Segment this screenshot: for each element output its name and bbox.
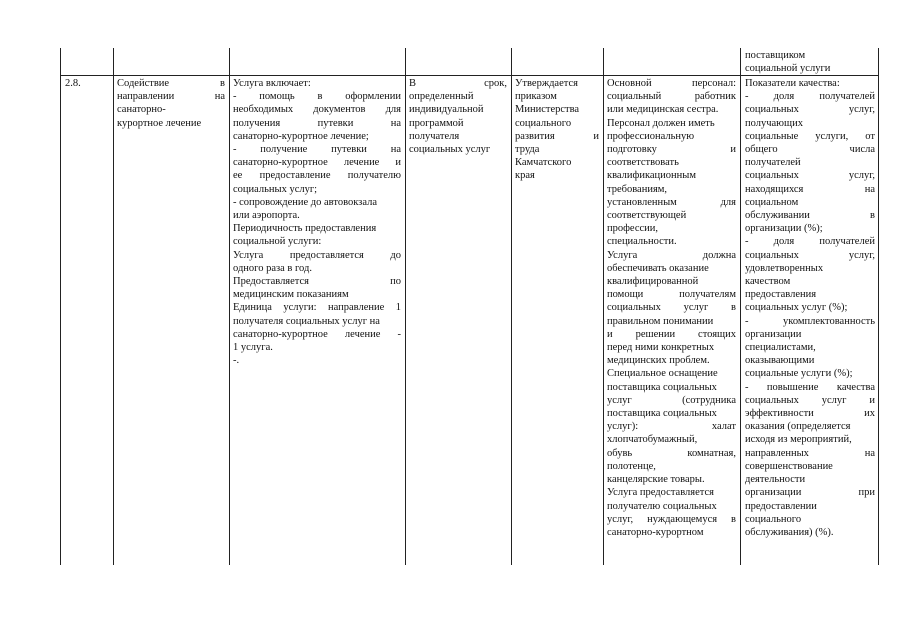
name-line: курортное лечение: [117, 117, 202, 129]
quality-line: социальные услуги, от: [745, 130, 875, 142]
desc-line: санаторно-курортное лечение и: [233, 157, 401, 169]
cond-line: полотенце,: [607, 460, 656, 472]
name-line: направлении на: [117, 91, 225, 103]
desc-line: ее предоставление получателю: [233, 170, 401, 182]
quality-line: деятельности: [745, 474, 806, 486]
tariff-line: развития и: [515, 130, 599, 142]
quality-line: организации (%);: [745, 223, 823, 235]
cond-line: поставщика социальных: [607, 408, 717, 420]
cond-line: санаторно-курортном: [607, 526, 704, 538]
quality-line: - доля получателей: [745, 236, 875, 248]
term-line: В срок,: [409, 78, 507, 89]
cond-line: медицинских проблем.: [607, 355, 710, 367]
desc-line: получателя социальных услуг на: [233, 315, 380, 327]
quality-line: социальном: [745, 196, 799, 208]
table-border-right: [878, 48, 879, 565]
quality-line: находящихся на: [745, 183, 875, 195]
tariff-line: Утверждается: [515, 78, 578, 89]
quality-line: предоставления: [745, 289, 817, 301]
col-divider-3: [405, 48, 406, 565]
table-border-left: [60, 48, 61, 565]
quality-line: исходя из мероприятий,: [745, 434, 852, 446]
quality-line: удовлетворенных: [745, 262, 824, 274]
cond-line: Персонал должен иметь: [607, 117, 715, 129]
desc-line: получения путевки на: [233, 117, 401, 129]
cond-line: подготовку и: [607, 144, 736, 156]
desc-line: - помощь в оформлении: [233, 91, 401, 103]
quality-line: социальных услуг,: [745, 104, 875, 116]
tariff-cell: [515, 77, 599, 183]
cond-line: профессиональную: [607, 130, 695, 142]
col-divider-6: [740, 48, 741, 565]
term-line: определенный: [409, 91, 474, 103]
cond-line: помощи получателям: [607, 289, 736, 301]
cond-line: Услуга предоставляется: [607, 487, 714, 499]
quality-line: социального: [745, 513, 802, 525]
cond-line: Услуга должна: [607, 249, 736, 261]
desc-line: Единица услуги: направление 1: [233, 302, 401, 314]
cond-line: Основной персонал:: [607, 78, 736, 89]
quality-line: эффективности их: [745, 408, 875, 420]
desc-line: - сопровождение до автовокзала: [233, 196, 377, 208]
desc-line: 1 услуга.: [233, 342, 273, 354]
service-description-cell: [233, 77, 401, 367]
quality-line: обслуживания) (%).: [745, 526, 834, 538]
cond-line: Специальное оснащение: [607, 368, 718, 380]
quality-line: общего числа: [745, 144, 875, 156]
tariff-line: приказом: [515, 91, 557, 103]
quality-line: качеством: [745, 276, 791, 288]
col-divider-5: [603, 48, 604, 565]
quality-line: - повышение качества: [745, 381, 875, 393]
desc-line: Предоставляется по: [233, 276, 401, 288]
cond-line: правильном понимании: [607, 315, 714, 327]
row-number: [65, 77, 110, 90]
quality-line: социальной услуги: [745, 63, 831, 75]
desc-line: Услуга включает:: [233, 78, 311, 89]
cond-line: или медицинская сестра.: [607, 104, 719, 116]
quality-line: социальных услуг,: [745, 170, 875, 182]
desc-line: медицинским показаниям: [233, 289, 349, 301]
cond-line: услуг (сотрудника: [607, 394, 736, 406]
desc-line: санаторно-курортное лечение -: [233, 328, 401, 340]
term-line: индивидуальной: [409, 104, 484, 116]
quality-line: социальных услуг и: [745, 394, 875, 406]
quality-line: социальных услуг,: [745, 249, 875, 261]
quality-line: получателей: [745, 157, 801, 169]
cond-line: получателю социальных: [607, 500, 717, 512]
cond-line: хлопчатобумажный,: [607, 434, 698, 446]
term-line: программой: [409, 117, 464, 129]
quality-line: организации: [745, 328, 802, 340]
cond-line: требованиям,: [607, 183, 668, 195]
service-name-cell: [117, 77, 225, 130]
cond-line: соответствовать: [607, 157, 679, 169]
cond-line: услуг): халат: [607, 421, 736, 433]
quality-line: социальные услуги (%);: [745, 368, 853, 380]
cond-line: социальный работник: [607, 91, 736, 103]
desc-line: социальных услуг;: [233, 183, 318, 195]
name-line: Содействие в: [117, 78, 225, 89]
quality-line: получающих: [745, 117, 803, 129]
desc-line: необходимых документов для: [233, 104, 401, 116]
quality-line: предоставлении: [745, 500, 817, 512]
quality-line: социальных услуг (%);: [745, 302, 848, 314]
tariff-line: социального: [515, 117, 572, 129]
desc-line: одного раза в год.: [233, 262, 312, 274]
term-cell: [409, 77, 507, 156]
cond-line: обувь комнатная,: [607, 447, 736, 459]
cond-line: квалификационным: [607, 170, 696, 182]
desc-line: санаторно-курортное лечение;: [233, 130, 369, 142]
quality-line: оказания (определяется: [745, 421, 851, 433]
tariff-line: труда: [515, 144, 540, 156]
conditions-cell: [607, 77, 736, 539]
quality-line: - доля получателей: [745, 91, 875, 103]
name-line: санаторно-: [117, 104, 166, 116]
cond-line: обеспечивать оказание: [607, 262, 709, 274]
cond-line: квалифицированной: [607, 276, 699, 288]
cond-line: канцелярские товары.: [607, 474, 705, 486]
quality-line: обслуживании в: [745, 210, 875, 222]
desc-line: Услуга предоставляется до: [233, 249, 401, 261]
desc-line: социальной услуги:: [233, 236, 322, 248]
desc-line: Периодичность предоставления: [233, 223, 377, 235]
tariff-line: края: [515, 170, 535, 182]
cond-line: и решении стоящих: [607, 328, 736, 340]
col-divider-4: [511, 48, 512, 565]
cond-line: профессии,: [607, 223, 659, 235]
term-line: социальных услуг: [409, 144, 491, 156]
quality-indicators-cell: [745, 77, 875, 539]
cond-line: перед ними конкретных: [607, 342, 715, 354]
desc-line: -.: [233, 355, 240, 367]
quality-line: специалистами,: [745, 342, 816, 354]
col-divider-2: [229, 48, 230, 565]
quality-line: оказывающими: [745, 355, 815, 367]
desc-line: или аэропорта.: [233, 210, 300, 222]
prev-row-quality-cell: [745, 49, 875, 75]
quality-line: Показатели качества:: [745, 78, 840, 89]
cond-line: установленным для: [607, 196, 736, 208]
row-number-text: 2.8.: [65, 78, 81, 89]
quality-line: - укомплектованность: [745, 315, 875, 327]
term-line: получателя: [409, 130, 460, 142]
cond-line: соответствующей: [607, 210, 687, 222]
quality-line: организации при: [745, 487, 875, 499]
quality-line: поставщиком: [745, 50, 806, 61]
tariff-line: Камчатского: [515, 157, 572, 169]
cond-line: поставщика социальных: [607, 381, 717, 393]
tariff-line: Министерства: [515, 104, 580, 116]
desc-line: - получение путевки на: [233, 144, 401, 156]
cond-line: социальных услуг в: [607, 302, 736, 314]
cond-line: услуг, нуждающемуся в: [607, 513, 736, 525]
quality-line: совершенствование: [745, 460, 833, 472]
quality-line: направленных на: [745, 447, 875, 459]
cond-line: специальности.: [607, 236, 677, 248]
col-divider-1: [113, 48, 114, 565]
